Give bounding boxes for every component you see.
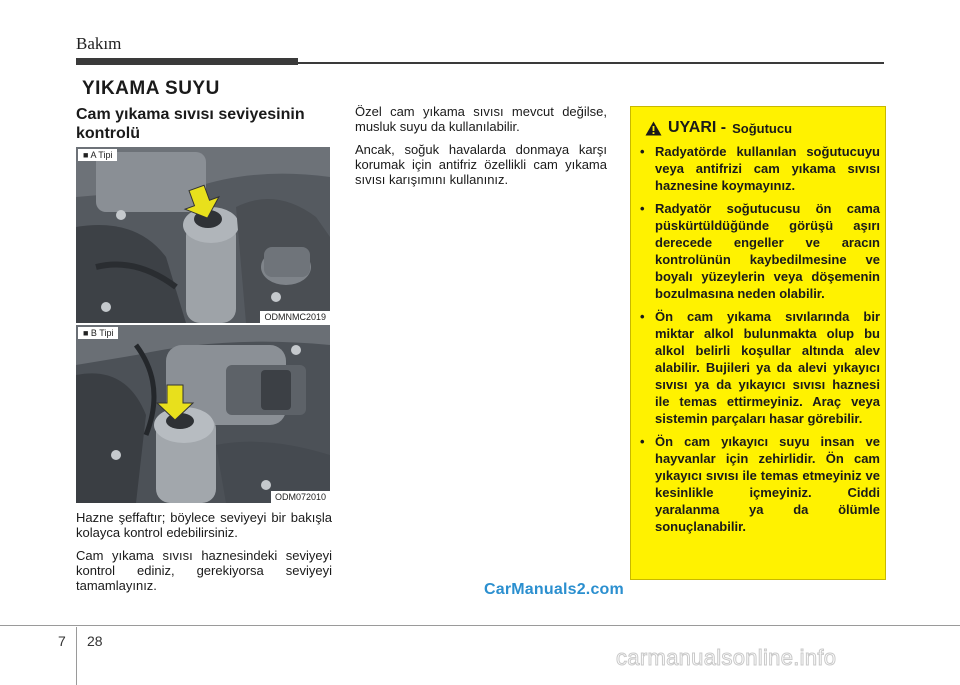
figure-a-label: ■ A Tipi	[78, 149, 117, 161]
warning-list	[640, 143, 880, 541]
warning-item	[640, 200, 880, 302]
paragraph: Özel cam yıkama sıvısı mevcut değilse, musluk suyu da kullanılabilir.	[355, 104, 607, 134]
warning-item-text: Radyatörde kullanılan soğutucuyu veya antifrizi cam yıkama sıvısı haznesine koymayınız.	[655, 144, 880, 193]
warning-item	[640, 433, 880, 535]
footer-site-watermark: carmanualsonline.info	[616, 645, 837, 670]
page-number: 28	[87, 633, 103, 649]
footer-divider	[76, 627, 77, 685]
paragraph: Cam yıkama sıvısı haznesindeki seviyeyi kontrol ediniz, gerekiyorsa seviyeyi tamamlayınız.	[76, 548, 332, 593]
warning-subtitle: Soğutucu	[732, 120, 793, 136]
warning-item-text: Radyatör soğutucusu ön cama püskürtüldüğünde görüşü aşırı derecede engeller ve aracın kontrolünün kaybedilmesine ve boyalı yüzeylerin veya döşemenin bozulmasına neden olabilir.	[655, 201, 880, 301]
figure-b-label: ■ B Tipi	[78, 327, 118, 339]
figure-a-code: ODMNMC2019	[260, 311, 330, 323]
bullet: •	[640, 201, 645, 216]
figure-type-a	[76, 147, 330, 323]
engine-bay-photo-a	[76, 147, 330, 323]
header-bar	[76, 58, 298, 65]
chapter-title: Bakım	[76, 34, 122, 53]
warning-item	[640, 308, 880, 427]
warning-triangle-icon	[645, 121, 662, 136]
warning-item	[640, 143, 880, 194]
figure-type-b	[76, 325, 330, 503]
chapter-number: 7	[58, 633, 66, 649]
bullet: •	[640, 309, 645, 324]
warning-title-label: UYARI -	[668, 119, 727, 136]
watermark-link[interactable]: CarManuals2.com	[484, 581, 624, 598]
header-rule	[298, 62, 884, 64]
footer-rule	[0, 625, 960, 626]
bullet: •	[640, 434, 645, 449]
section-title: YIKAMA SUYU	[82, 78, 220, 99]
engine-bay-photo-b	[76, 325, 330, 503]
warning-title	[645, 119, 792, 137]
left-column-text	[76, 510, 332, 601]
warning-item-text: Ön cam yıkama sıvılarında bir miktar alkol bulunmakta olup bu alkol belirli koşullar altında alev alabilir. Bujileri ya da alevi yıkayıcı sıvısı ya da yıkayıcı sıvısı haznesi ile temas ettirmeyiniz. Araç veya sistemin parçaları hasar görebilir.	[655, 309, 880, 426]
paragraph: Hazne şeffaftır; böylece seviyeyi bir bakışla kolayca kontrol edebilirsiniz.	[76, 510, 332, 540]
paragraph: Ancak, soğuk havalarda donmaya karşı korumak için antifriz özellikli cam yıkama sıvısı karışımını kullanınız.	[355, 142, 607, 187]
middle-column-text	[355, 104, 607, 195]
figure-b-code: ODM072010	[271, 491, 330, 503]
subheading: Cam yıkama sıvısı seviyesinin kontrolü	[76, 106, 305, 142]
bullet: •	[640, 144, 645, 159]
warning-box	[630, 106, 886, 580]
warning-item-text: Ön cam yıkayıcı suyu insan ve hayvanlar için zehirlidir. Ön cam yıkayıcı sıvısı ile temas etmeyiniz ve kesinlikle içmeyiniz. Ciddi yaralanma ya da ölümle sonuçlanabilir.	[655, 434, 880, 534]
